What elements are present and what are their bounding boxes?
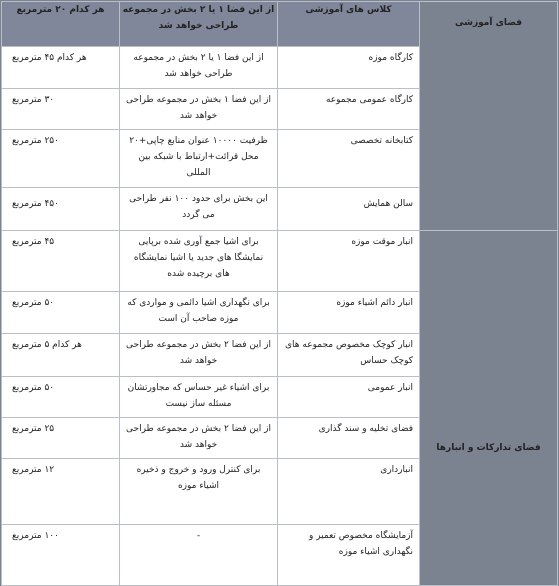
desc-cell <box>120 292 278 334</box>
area-text: ۱۰۰ مترمربع <box>12 531 59 541</box>
class-name: کارگاه موزه <box>368 53 413 63</box>
area-cell <box>2 292 120 334</box>
section-logistics <box>420 231 558 586</box>
area-cell <box>2 418 120 459</box>
desc-cell <box>120 231 278 292</box>
area-text: ۳۰ مترمربع <box>12 95 55 105</box>
desc-cell <box>120 418 278 459</box>
desc-cell <box>120 525 278 586</box>
table-row <box>2 2 558 47</box>
area-text: ۴۵۰ مترمربع <box>12 199 59 209</box>
area-cell <box>2 334 120 377</box>
section-title: فضای آموزشی <box>455 18 522 28</box>
section-education <box>420 2 558 231</box>
class-name: انبار عمومی <box>367 383 413 393</box>
desc-cell <box>120 89 278 130</box>
area-cell <box>2 130 120 188</box>
class-name-cell <box>278 47 420 89</box>
desc-text: از این فضا ۱ بخش در مجموعه طراحی خواهد شد <box>126 95 271 121</box>
desc-text: این بخش برای حدود ۱۰۰ نفر طراحی می گردد <box>129 194 268 220</box>
desc-cell <box>120 459 278 525</box>
area-cell <box>2 47 120 89</box>
class-name-cell <box>278 525 420 586</box>
class-name-cell <box>278 418 420 459</box>
section-title: فضای تدارکات و انبارها <box>436 443 541 453</box>
area-text: ۴۵ مترمربع <box>12 237 55 247</box>
class-name-cell <box>278 231 420 292</box>
header-area <box>2 2 120 47</box>
desc-cell <box>120 377 278 418</box>
class-name-cell <box>278 377 420 418</box>
class-name-cell <box>278 130 420 188</box>
area-text: ۵۰ مترمربع <box>12 298 55 308</box>
desc-cell <box>120 334 278 377</box>
area-text: ۲۵ مترمربع <box>12 424 55 434</box>
header-area-label: هر کدام ۲۰ مترمربع <box>16 5 105 15</box>
class-name: فضای تخلیه و سند گذاری <box>318 424 413 434</box>
class-name: انبارداری <box>380 465 413 475</box>
desc-cell <box>120 188 278 231</box>
class-name: کارگاه عمومی مجموعه <box>325 95 413 105</box>
area-cell <box>2 231 120 292</box>
desc-text: از این فضا ۲ بخش در مجموعه طراحی خواهد شد <box>126 424 271 450</box>
area-text: هر کدام ۴۵ مترمربع <box>12 53 87 63</box>
class-name-cell <box>278 188 420 231</box>
area-text: هر کدام ۵ مترمربع <box>12 340 82 350</box>
area-text: ۱۲ مترمربع <box>12 465 55 475</box>
class-name-cell <box>278 459 420 525</box>
class-name-cell <box>278 334 420 377</box>
desc-cell <box>120 130 278 188</box>
header-class-label: کلاس های آموزشی <box>305 5 392 15</box>
desc-text: برای نگهداری اشیا دائمی و مواردی که موزه صاحب آن است <box>127 298 270 324</box>
header-desc <box>120 2 278 47</box>
area-cell <box>2 89 120 130</box>
desc-text: برای کنترل ورود و خروج و ذخیره اشیاء موزه <box>136 465 261 491</box>
desc-text: از این فضا ۱ یا ۲ بخش در مجموعه طراحی خواهد شد <box>133 53 264 79</box>
desc-text: از این فضا ۲ بخش در مجموعه طراحی خواهد شد <box>126 340 271 366</box>
class-name-cell <box>278 89 420 130</box>
header-class <box>278 2 420 47</box>
area-cell <box>2 188 120 231</box>
table-row <box>2 231 558 292</box>
space-program-table <box>1 1 558 586</box>
header-desc-label: از این فضا ۱ یا ۲ بخش در مجموعه طراحی خواهد شد <box>122 5 275 31</box>
class-name: کتابخانه تخصصی <box>350 136 413 146</box>
class-name: آزمایشگاه مخصوص تعمیر و نگهداری اشیاء موزه <box>309 531 413 557</box>
area-cell <box>2 459 120 525</box>
class-name: انبار دائم اشیاء موزه <box>336 298 413 308</box>
class-name-cell <box>278 292 420 334</box>
class-name: انبار کوچک مخصوص مجموعه های کوچک حساس <box>285 340 413 366</box>
class-name: سالن همایش <box>363 199 413 209</box>
area-text: ۲۵۰ مترمربع <box>12 136 59 146</box>
desc-text: برای اشیا جمع آوری شده برپایی نمایشگا های جدید یا اشیا نمایشگاه های برچیده شده <box>133 237 264 279</box>
desc-text: ظرفیت ۱۰۰۰۰ عنوان منابع چاپی+۲۰ محل قرائت+ارتباط با شبکه بین المللی <box>129 136 268 178</box>
area-text: ۵۰ مترمربع <box>12 383 55 393</box>
area-cell <box>2 525 120 586</box>
desc-text: - <box>196 531 201 541</box>
area-cell <box>2 377 120 418</box>
desc-text: برای اشیاء غیر حساس که مجاورتشان مسئله ساز نیست <box>127 383 270 409</box>
desc-cell <box>120 47 278 89</box>
class-name: انبار موقت موزه <box>351 237 413 247</box>
